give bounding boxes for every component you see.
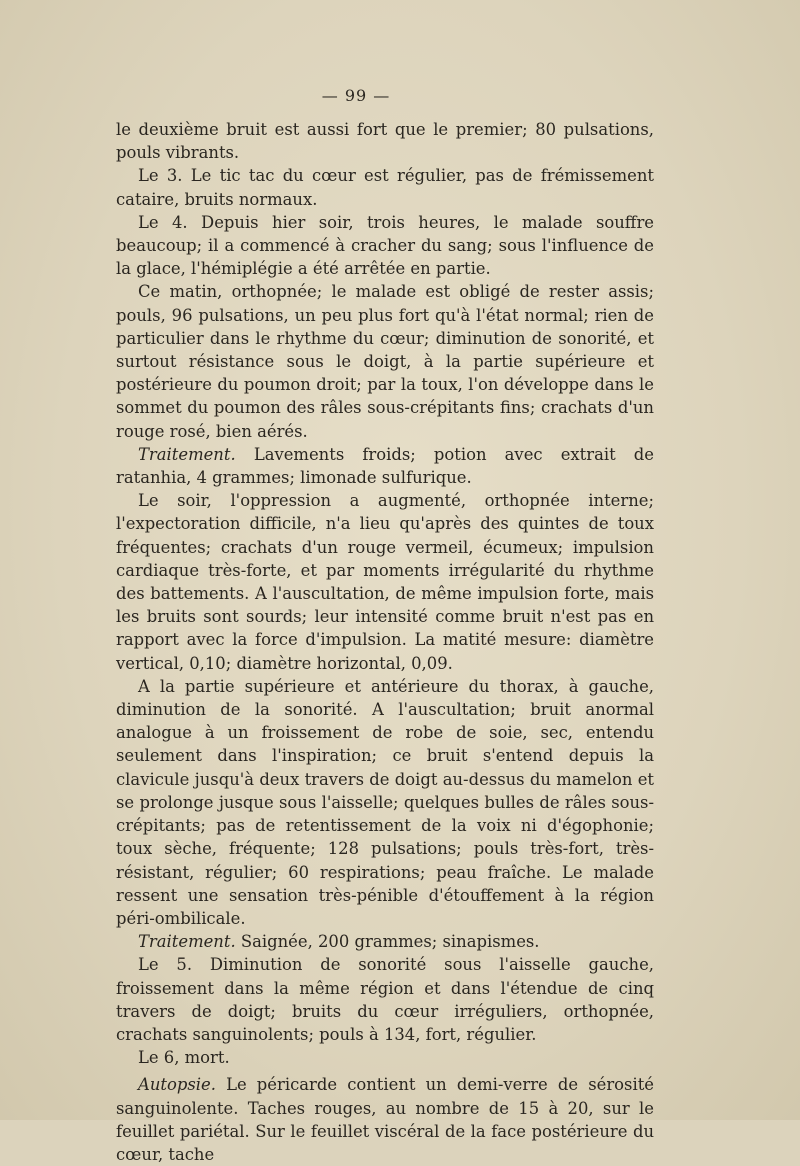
paragraph-3-text: Le 4. Depuis hier soir, trois heures, le malade souffre beaucoup; il a commencé à cracher du sang; sous l'influence de la glace, l'hémiplégie a été arrêtée en partie. <box>116 212 654 279</box>
paragraph-10 <box>116 1046 654 1069</box>
paragraph-5-label: Traitement. <box>138 444 236 464</box>
paragraph-2-text: Le 3. Le tic tac du cœur est régulier, pas de frémissement cataire, bruits normaux. <box>116 166 654 209</box>
paragraph-4-text: Ce matin, orthopnée; le malade est obligé de rester assis; pouls, 96 pulsations, un peu plus fort qu'à l'état normal; rien de particulier dans le rhythme du cœur; diminution de sonorité, et surtout résistance sous le doigt, à la partie supérieure et postérieure du poumon droit; par la toux, l'on développe dans le sommet du poumon des râles sous-crépitants fins; crachats d'un rouge rosé, bien aérés. <box>116 282 654 441</box>
page-number: — 99 — <box>321 86 391 105</box>
paragraph-11 <box>116 1073 654 1166</box>
paragraph-5-text: Lavements froids; potion avec extrait de ratanhia, 4 grammes; limonade sulfurique. <box>116 444 654 488</box>
paragraph-9-text: Le 5. Diminution de sonorité sous l'aisselle gauche, froissement dans la même région et dans l'étendue de cinq travers de doigt; bruits du cœur irréguliers, orthopnée, crachats sanguinolents; pouls à 134, fort, régulier. <box>116 955 654 1044</box>
paragraph-8-label: Traitement. <box>138 932 236 952</box>
paragraph-1 <box>116 118 654 164</box>
paragraph-11-text: Le péricarde contient un demi-verre de sérosité sanguinolente. Taches rouges, au nombre de 15 à 20, sur le feuillet pariétal. Sur le feuillet viscéral de la face postérieure du cœur, tache <box>116 1075 654 1164</box>
paragraph-6 <box>116 489 654 675</box>
paragraph-4 <box>116 280 654 442</box>
paragraph-10-text: Le 6, mort. <box>138 1048 230 1068</box>
paragraph-6-text: Le soir, l'oppression a augmenté, orthopnée interne; l'expectoration difficile, n'a lieu qu'après des quintes de toux fréquentes; crachats d'un rouge vermeil, écumeux; impulsion cardiaque très-forte, et par moments irrégularité du rhythme des battements. A l'auscultation, de même impulsion forte, mais les bruits sont sourds; leur intensité comme bruit n'est pas en rapport avec la force d'impulsion. La matité mesure: diamètre vertical, 0,10; diamètre horizontal, 0,09. <box>116 491 654 673</box>
paragraph-8 <box>116 930 654 953</box>
paragraph-1-text: le deuxième bruit est aussi fort que le premier; 80 pulsations, pouls vibrants. <box>116 120 654 163</box>
paragraph-11-label: Autopsie. <box>138 1075 216 1095</box>
body-text <box>116 118 654 1166</box>
paragraph-7 <box>116 675 654 930</box>
paragraph-2 <box>116 164 654 210</box>
paragraph-9 <box>116 953 654 1046</box>
paragraph-7-text: A la partie supérieure et antérieure du thorax, à gauche, diminution de la sonorité. A l'auscultation; bruit anormal analogue à un froissement de robe de soie, sec, entendu seulement dans l'inspiration; ce bruit s'entend depuis la clavicule jusqu'à deux travers de doigt au-dessus du mamelon et se prolonge jusque sous l'aisselle; quelques bulles de râles sous-crépitants; pas de retentissement de la voix ni d'égophonie; toux sèche, fréquente; 128 pulsations; pouls très-fort, très-résistant, régulier; 60 respirations; peau fraîche. Le malade ressent une sensation très-pénible d'étouffement à la région péri-ombilicale. <box>116 676 654 928</box>
paragraph-5 <box>116 443 654 489</box>
paragraph-3 <box>116 211 654 281</box>
paragraph-8-text: Saignée, 200 grammes; sinapismes. <box>240 932 540 952</box>
